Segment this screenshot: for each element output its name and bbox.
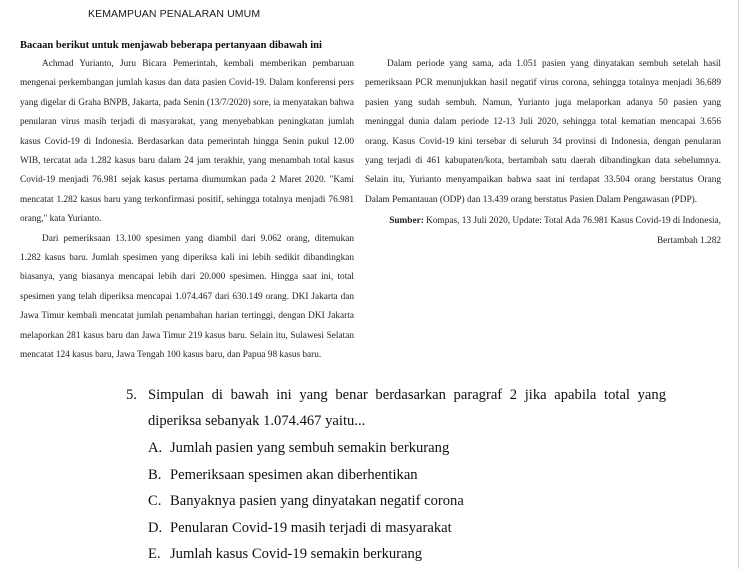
passage-left-column [20,55,354,366]
reading-instruction: Bacaan berikut untuk menjawab beberapa pertanyaan dibawah ini [20,40,322,51]
question-number: 5. [126,387,137,403]
option-letter: D. [148,519,163,536]
option-text: Jumlah pasien yang sembuh semakin berkurang [170,440,450,456]
passage-paragraph-3: Dalam periode yang sama, ada 1.051 pasien yang dinyatakan sembuh setelah hasil pemeriksaan PCR menunjukkan hasil negatif virus corona, sehingga totalnya menjadi 36.689 pasien yang sudah sembuh. Namun, Yurianto juga melaporkan adanya 50 pasien yang meninggal dunia dalam periode 12-13 Juli 2020, sehingga total kematian mencapai 3.656 orang. Kasus Covid-19 kini tersebar di seluruh 34 provinsi di Indonesia, dengan penularan yang terjadi di 461 kabupaten/kota, bertambah satu daerah dibandingkan data sebelumnya. Selain itu, Yurianto menyampaikan bahwa saat ini terdapat 33.504 orang berstatus Orang Dalam Pemantauan (ODP) dan 13.439 orang berstatus Pasien Dalam Pengawasan (PDP). [365,59,721,205]
source-label: Sumber: [389,216,424,227]
answer-option-c[interactable] [126,488,666,515]
passage-paragraph-1: Achmad Yurianto, Juru Bicara Pemerintah, kembali memberikan pembaruan mengenai perkembangan jumlah kasus dan data pasien Covid-19. Dalam konferensi pers yang digelar di Graha BNPB, Jakarta, pada Senin (13/7/2020) sore, ia menyatakan bahwa penularan virus masih terjadi di masyarakat, yang menyebabkan peningkatan jumlah kasus Covid-19 di Indonesia. Berdasarkan data pemerintah hingga Senin pukul 12.00 WIB, tercatat ada 1.282 kasus baru dalam 24 jam terakhir, yang menambah total kasus Covid-19 menjadi 76.981 sejak kasus pertama diumumkan pada 2 Maret 2020. "Kami mencatat 1.282 kasus baru yang terkonfirmasi positif, sehingga totalnya menjadi 76.981 orang," kata Yurianto. [20,59,354,225]
passage-right-column [365,55,721,251]
answer-option-d[interactable] [126,515,666,542]
option-text: Penularan Covid-19 masih terjadi di masyarakat [170,519,452,536]
answer-option-e[interactable] [126,541,666,568]
option-letter: A. [148,440,163,456]
source-text: Kompas, 13 Juli 2020, Update: Total Ada 76.981 Kasus Covid-19 di Indonesia, Bertambah 1.282 [426,216,721,246]
option-letter: E. [148,546,161,562]
passage-paragraph-2: Dari pemeriksaan 13.100 spesimen yang diambil dari 9.062 orang, ditemukan 1.282 kasus baru. Jumlah spesimen yang diperiksa kali ini lebih sedikit dibandingkan biasanya, yang biasanya mencapai lebih dari 20.000 spesimen. Hingga saat ini, total spesimen yang telah diperiksa mencapai 1.074.467 dari 630.149 orang. DKI Jakarta dan Jawa Timur kembali mencatat jumlah penambahan harian tertinggi, dengan DKI Jakarta melaporkan 281 kasus baru dan Jawa Timur 219 kasus baru. Selain itu, Sulawesi Selatan mencatat 124 kasus baru, Jawa Tengah 100 kasus baru, dan Papua 98 kasus baru. [20,233,354,361]
option-text: Banyaknya pasien yang dinyatakan negatif corona [170,493,464,509]
answer-options [126,435,666,568]
option-letter: C. [148,493,162,509]
answer-option-b[interactable] [126,462,666,489]
question-text: Simpulan di bawah ini yang benar berdasarkan paragraf 2 jika apabila total yang diperiksa sebanyak 1.074.467 yaitu... [148,387,666,429]
option-letter: B. [148,466,162,483]
question-stem [126,383,666,434]
document-title: KEMAMPUAN PENALARAN UMUM [88,8,261,20]
option-text: Pemeriksaan spesimen akan diberhentikan [170,466,418,483]
question-block [126,383,666,568]
source-citation [365,212,721,251]
option-text: Jumlah kasus Covid-19 semakin berkurang [170,546,423,562]
document-page [3,0,739,569]
answer-option-a[interactable] [126,435,666,462]
